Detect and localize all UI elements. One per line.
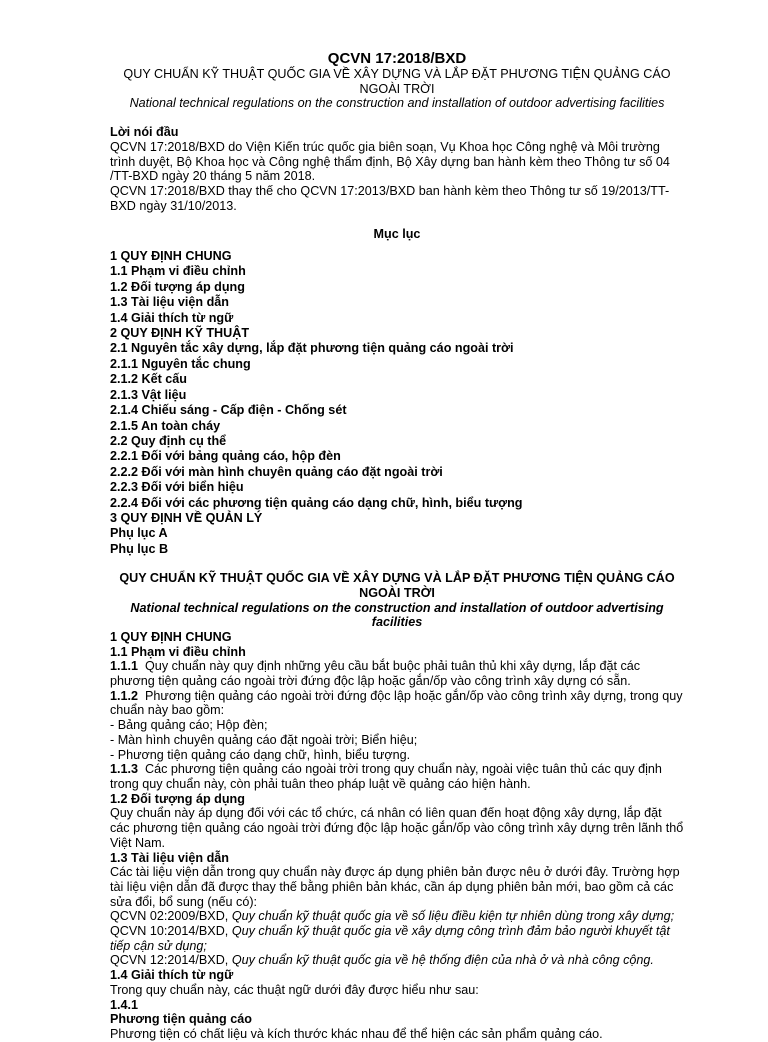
section-heading: 1 QUY ĐỊNH CHUNG: [110, 629, 232, 644]
toc-item[interactable]: 2.1.3 Vật liệu: [110, 387, 187, 402]
foreword-paragraph: QCVN 17:2018/BXD do Viện Kiến trúc quốc gia biên soạn, Vụ Khoa học Công nghệ và Môi trường trình duyệt, Bộ Khoa học và Công nghệ thẩm định, Bộ Xây dựng ban hành kèm theo Thông tư số 04 /TT-BXD ngày 20 tháng 5 năm 2018.: [110, 139, 670, 184]
toc-item[interactable]: Phụ lục B: [110, 541, 169, 556]
term-heading: Phương tiện quảng cáo: [110, 1012, 252, 1027]
clause-paragraph: Quy chuẩn này áp dụng đối với các tổ chức, cá nhân có liên quan đến hoạt động xây dựng, lắp đặt các phương tiện quảng cáo ngoài trời đứng độc lập hoặc gắn/ốp vào công trình xây dựng trên lãnh thổ Việt Nam.: [110, 806, 684, 850]
reference-code: QCVN 10:2014/BXD,: [110, 924, 232, 939]
term-number: 1.4.1: [110, 997, 139, 1012]
toc-item[interactable]: 2.1 Nguyên tắc xây dựng, lắp đặt phương tiện quảng cáo ngoài trời: [110, 341, 514, 356]
clause-number: 1.1.2: [110, 688, 139, 703]
foreword-paragraph: QCVN 17:2018/BXD thay thế cho QCVN 17:2013/BXD ban hành kèm theo Thông tư số 19/2013/TT-BXD ngày 31/10/2013.: [110, 183, 670, 213]
clause-text: Phương tiện quảng cáo ngoài trời đứng độc lập hoặc gắn/ốp vào công trình xây dựng, trong quy chuẩn này bao gồm:: [110, 688, 683, 718]
toc-item[interactable]: 2.1.5 An toàn cháy: [110, 418, 221, 433]
toc-item[interactable]: 2.1.4 Chiếu sáng - Cấp điện - Chống sét: [110, 403, 347, 418]
term-definition: Phương tiện có chất liệu và kích thước khác nhau để thể hiện các sản phẩm quảng cáo.: [110, 1026, 603, 1041]
body-title-en: National technical regulations on the construction and installation of outdoor advertising facilities: [130, 600, 664, 630]
clause-text: Quy chuẩn này quy định những yêu cầu bắt buộc phải tuân thủ khi xây dựng, lắp đặt các phương tiện quảng cáo ngoài trời đứng độc lập hoặc gắn/ốp vào công trình xây dựng có sẵn.: [110, 659, 641, 689]
toc-item[interactable]: 2.1.1 Nguyên tắc chung: [110, 356, 251, 371]
toc-heading: Mục lục: [373, 227, 421, 242]
clause-paragraph: [110, 689, 684, 718]
section-heading: 1.2 Đối tượng áp dụng: [110, 791, 245, 806]
clause-number: 1.1.1: [110, 659, 139, 674]
toc-item[interactable]: 1.3 Tài liệu viện dẫn: [110, 295, 229, 310]
toc-item[interactable]: Phụ lục A: [110, 526, 168, 541]
toc-item[interactable]: 2 QUY ĐỊNH KỸ THUẬT: [110, 326, 250, 341]
toc-item[interactable]: 3 QUY ĐỊNH VỀ QUẢN LÝ: [110, 510, 263, 525]
list-item: - Bảng quảng cáo; Hộp đèn;: [110, 718, 268, 733]
section-heading: 1.1 Phạm vi điều chỉnh: [110, 644, 246, 659]
toc-item[interactable]: 1.1 Phạm vi điều chỉnh: [110, 264, 246, 279]
reference-title: Quy chuẩn kỹ thuật quốc gia về số liệu điều kiện tự nhiên dùng trong xây dựng;: [231, 909, 675, 924]
document-title-vi: QUY CHUẨN KỸ THUẬT QUỐC GIA VỀ XÂY DỰNG VÀ LẮP ĐẶT PHƯƠNG TIỆN QUẢNG CÁO NGOÀI TRỜI: [123, 67, 671, 96]
reference-code: QCVN 12:2014/BXD,: [110, 953, 232, 968]
toc-item[interactable]: 2.2.3 Đối với biển hiệu: [110, 480, 244, 495]
reference-title: Quy chuẩn kỹ thuật quốc gia về xây dựng công trình đảm bảo người khuyết tật tiếp cận sử dụng;: [110, 924, 670, 953]
list-item: - Phương tiện quảng cáo dạng chữ, hình, biểu tượng.: [110, 747, 411, 762]
document-code: QCVN 17:2018/BXD: [327, 50, 467, 67]
reference-code: QCVN 02:2009/BXD,: [110, 909, 232, 924]
toc-item[interactable]: 1 QUY ĐỊNH CHUNG: [110, 249, 232, 264]
toc-item[interactable]: 2.2 Quy định cụ thể: [110, 433, 227, 448]
clause-text: Các phương tiện quảng cáo ngoài trời trong quy chuẩn này, ngoài việc tuân thủ các quy định trong quy chuẩn này, còn phải tuân theo pháp luật về quảng cáo hiện hành.: [110, 762, 662, 791]
toc-item[interactable]: 1.4 Giải thích từ ngữ: [110, 310, 234, 325]
body-title-vi: QUY CHUẨN KỸ THUẬT QUỐC GIA VỀ XÂY DỰNG VÀ LẮP ĐẶT PHƯƠNG TIỆN QUẢNG CÁO NGOÀI TRỜI: [119, 571, 675, 600]
toc-item[interactable]: 1.2 Đối tượng áp dụng: [110, 279, 245, 294]
reference-item: [110, 953, 684, 968]
table-of-contents: [110, 249, 684, 557]
clause-number: 1.1.3: [110, 762, 139, 777]
reference-item: [110, 909, 684, 924]
toc-item[interactable]: 2.2.2 Đối với màn hình chuyên quảng cáo đặt ngoài trời: [110, 464, 443, 479]
clause-paragraph: [110, 659, 684, 688]
list-item: - Màn hình chuyên quảng cáo đặt ngoài trời; Biển hiệu;: [110, 732, 418, 747]
toc-item[interactable]: 2.1.2 Kết cấu: [110, 372, 188, 387]
clause-paragraph: Trong quy chuẩn này, các thuật ngữ dưới đây được hiểu như sau:: [110, 982, 479, 997]
reference-title: Quy chuẩn kỹ thuật quốc gia về hệ thống điện của nhà ở và nhà công cộng.: [231, 953, 654, 968]
reference-item: [110, 924, 684, 953]
document-title-en: National technical regulations on the construction and installation of outdoor advertising facilities: [129, 96, 665, 111]
clause-paragraph: Các tài liệu viện dẫn trong quy chuẩn này được áp dụng phiên bản được nêu ở dưới đây. Trường hợp tài liệu viện dẫn đã được thay thế bằng phiên bản khác, cần áp dụng phiên bản mới, bao gồm cả các sửa đổi, bổ sung (nếu có):: [110, 865, 680, 909]
foreword-heading: Lời nói đầu: [110, 125, 179, 140]
section-heading: 1.4 Giải thích từ ngữ: [110, 968, 234, 983]
toc-item[interactable]: 2.2.1 Đối với bảng quảng cáo, hộp đèn: [110, 449, 341, 464]
clause-paragraph: [110, 762, 684, 791]
toc-item[interactable]: 2.2.4 Đối với các phương tiện quảng cáo dạng chữ, hình, biểu tượng: [110, 495, 523, 510]
section-heading: 1.3 Tài liệu viện dẫn: [110, 850, 229, 865]
